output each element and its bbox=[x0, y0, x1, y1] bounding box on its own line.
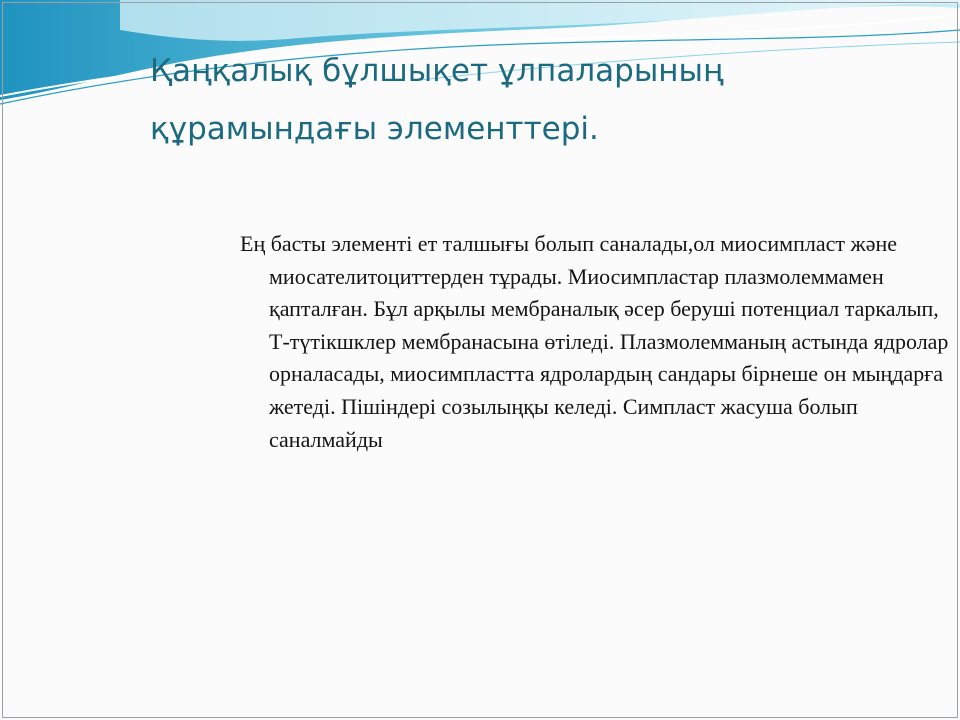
slide-body-text: Ең басты элементі ет талшығы болып саналады,ол миосимпласт және миосателитоциттерден тұрады. Миосимпластар плазмолеммамен қапталған. Бұл арқылы мембраналық әсер беруші потенциал таркалып, Т-түтікшклер мембранасына өтіледі. Плазмолемманың астында ядролар орналасады, миосимпластта ядролардың сандары бірнеше он мыңдарға жетеді. Пішіндері созылыңқы келеді. Симпласт жасуша болып саналмайды bbox=[240, 231, 949, 452]
slide-title: Қаңқалық бұлшықет ұлпаларының құрамындағы элементтері. bbox=[150, 53, 724, 147]
